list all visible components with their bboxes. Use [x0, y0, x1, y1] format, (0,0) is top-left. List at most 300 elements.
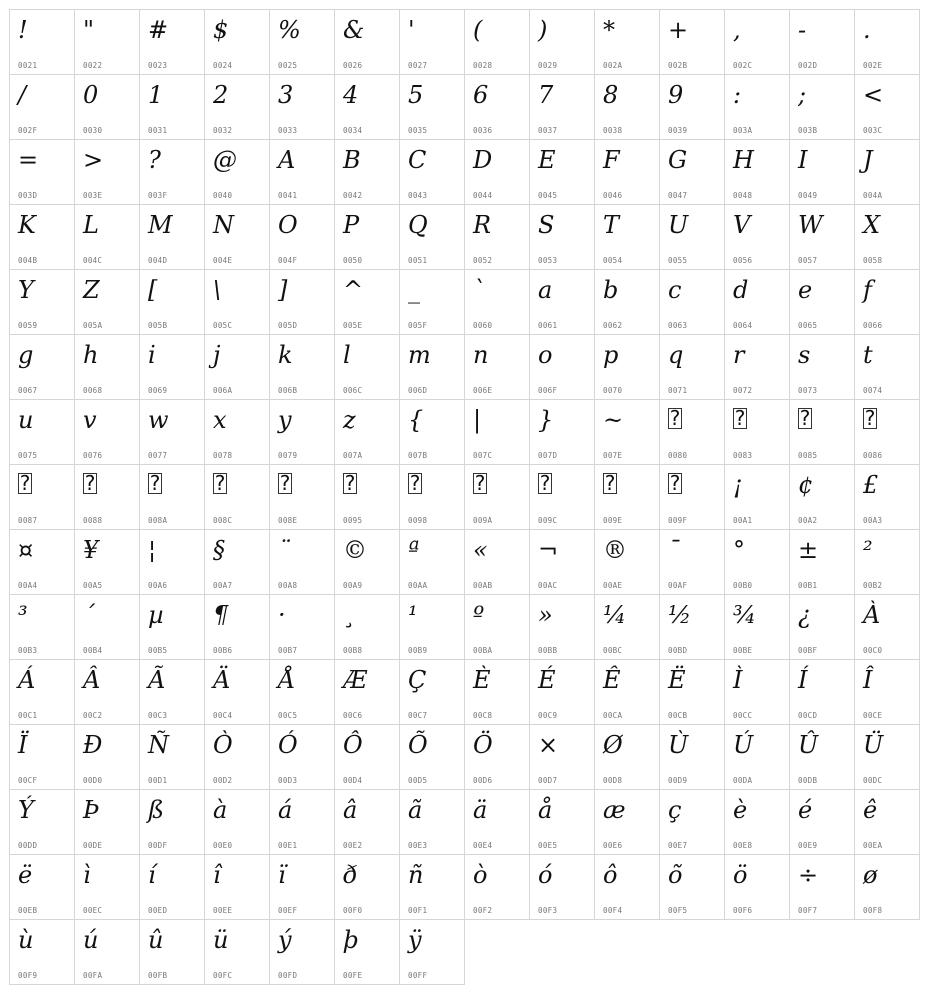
glyph-cell	[139, 399, 205, 465]
codepoint-label: 00E2	[343, 841, 363, 850]
glyph-char: á	[278, 796, 293, 824]
codepoint-label: 007C	[473, 451, 493, 460]
glyph-cell	[464, 789, 530, 855]
glyph-char: ¡	[733, 471, 743, 499]
glyph-cell	[724, 9, 790, 75]
glyph-char: Ä	[213, 666, 231, 694]
glyph-cell	[854, 204, 920, 270]
glyph-cell	[74, 659, 140, 725]
codepoint-label: 009A	[473, 516, 493, 525]
glyph-char: ©	[343, 536, 367, 564]
glyph-cell	[139, 854, 205, 920]
glyph-char: ®	[603, 536, 627, 564]
glyph-char: ù	[18, 926, 34, 954]
glyph-char: ë	[18, 861, 33, 889]
codepoint-label: 0078	[213, 451, 233, 460]
glyph-cell	[74, 919, 140, 985]
codepoint-label: 0041	[278, 191, 298, 200]
glyph-cell	[139, 529, 205, 595]
glyph-cell	[594, 594, 660, 660]
codepoint-label: 00F1	[408, 906, 428, 915]
glyph-cell	[74, 464, 140, 530]
glyph-char: º	[473, 601, 485, 629]
codepoint-label: 0098	[408, 516, 428, 525]
glyph-char: |	[473, 406, 482, 434]
codepoint-label: 0085	[798, 451, 818, 460]
glyph-cell	[854, 724, 920, 790]
glyph-cell	[464, 529, 530, 595]
codepoint-label: 0034	[343, 126, 363, 135]
glyph-cell	[594, 204, 660, 270]
codepoint-label: 00DD	[18, 841, 38, 850]
glyph-char: Û	[798, 731, 819, 759]
codepoint-label: 0079	[278, 451, 298, 460]
glyph-char: 9	[668, 81, 684, 109]
glyph-char: k	[278, 341, 293, 369]
codepoint-label: 0047	[668, 191, 688, 200]
glyph-char: ¯	[668, 536, 680, 564]
glyph-cell	[204, 139, 270, 205]
codepoint-label: 00B0	[733, 581, 753, 590]
glyph-char: 0	[83, 81, 99, 109]
missing-glyph-box: ?	[669, 406, 681, 430]
glyph-char: ;	[798, 81, 807, 109]
glyph-cell	[204, 464, 270, 530]
codepoint-label: 00BB	[538, 646, 558, 655]
glyph-cell	[204, 789, 270, 855]
glyph-char: @	[213, 146, 237, 174]
glyph-cell	[529, 529, 595, 595]
codepoint-label: 00FC	[213, 971, 233, 980]
codepoint-label: 0052	[473, 256, 493, 265]
codepoint-label: 0071	[668, 386, 688, 395]
glyph-cell	[789, 724, 855, 790]
codepoint-label: 0067	[18, 386, 38, 395]
glyph-char: H	[733, 146, 754, 174]
glyph-char: <	[863, 81, 884, 109]
codepoint-label: 00D2	[213, 776, 233, 785]
codepoint-label: 003B	[798, 126, 818, 135]
glyph-cell	[464, 594, 530, 660]
glyph-cell	[269, 789, 335, 855]
glyph-char: C	[408, 146, 427, 174]
glyph-cell	[659, 74, 725, 140]
glyph-cell	[204, 529, 270, 595]
glyph-cell	[789, 334, 855, 400]
codepoint-label: 0080	[668, 451, 688, 460]
codepoint-label: 0037	[538, 126, 558, 135]
codepoint-label: 00B7	[278, 646, 298, 655]
glyph-cell	[464, 9, 530, 75]
glyph-char: r	[733, 341, 745, 369]
glyph-char: ,	[733, 16, 741, 44]
codepoint-label: 00C2	[83, 711, 103, 720]
glyph-char: Ñ	[148, 731, 169, 759]
glyph-char: Ô	[343, 731, 363, 759]
codepoint-label: 00E9	[798, 841, 818, 850]
glyph-char: "	[83, 16, 95, 44]
glyph-cell	[724, 854, 790, 920]
codepoint-label: 00F0	[343, 906, 363, 915]
glyph-char: M	[148, 211, 173, 239]
glyph-cell	[529, 594, 595, 660]
glyph-char: ª	[408, 536, 420, 564]
codepoint-label: 0087	[18, 516, 38, 525]
glyph-cell	[854, 399, 920, 465]
codepoint-label: 00E8	[733, 841, 753, 850]
codepoint-label: 0032	[213, 126, 233, 135]
glyph-char: J	[863, 146, 873, 174]
codepoint-label: 0073	[798, 386, 818, 395]
missing-glyph-box: ?	[539, 471, 551, 495]
codepoint-label: 00ED	[148, 906, 168, 915]
glyph-cell	[529, 464, 595, 530]
glyph-char: '	[408, 16, 415, 44]
glyph-char: K	[18, 211, 36, 239]
glyph-char: ä	[473, 796, 488, 824]
glyph-cell	[854, 464, 920, 530]
glyph-cell	[334, 594, 400, 660]
glyph-char: /	[18, 81, 27, 109]
glyph-cell	[399, 594, 465, 660]
glyph-cell	[464, 464, 530, 530]
glyph-char: ¨	[278, 536, 290, 564]
glyph-cell	[334, 529, 400, 595]
codepoint-label: 00C5	[278, 711, 298, 720]
codepoint-label: 00A9	[343, 581, 363, 590]
glyph-cell	[139, 789, 205, 855]
glyph-char: I	[798, 146, 808, 174]
glyph-char: ÿ	[408, 926, 422, 954]
glyph-char: N	[213, 211, 234, 239]
codepoint-label: 00F2	[473, 906, 493, 915]
glyph-char: Ù	[668, 731, 689, 759]
glyph-char: 5	[408, 81, 424, 109]
glyph-cell	[9, 854, 75, 920]
glyph-char: }	[538, 406, 554, 434]
codepoint-label: 003A	[733, 126, 753, 135]
glyph-cell	[269, 529, 335, 595]
glyph-char: È	[473, 666, 491, 694]
codepoint-label: 00AA	[408, 581, 428, 590]
codepoint-label: 00CE	[863, 711, 883, 720]
glyph-cell	[854, 789, 920, 855]
glyph-char: ±	[798, 536, 819, 564]
glyph-cell	[334, 269, 400, 335]
glyph-cell	[464, 724, 530, 790]
codepoint-label: 00CB	[668, 711, 688, 720]
glyph-char: Þ	[83, 796, 100, 824]
glyph-char: :	[733, 81, 742, 109]
glyph-char: ê	[863, 796, 878, 824]
glyph-char: ¬	[538, 536, 559, 564]
glyph-cell	[594, 269, 660, 335]
codepoint-label: 0051	[408, 256, 428, 265]
glyph-char: Ý	[18, 796, 34, 824]
codepoint-label: 0045	[538, 191, 558, 200]
codepoint-label: 00F5	[668, 906, 688, 915]
glyph-char: !	[18, 16, 28, 44]
glyph-cell	[529, 334, 595, 400]
glyph-char: ¹	[408, 601, 418, 629]
glyph-cell	[529, 74, 595, 140]
glyph-char: %	[278, 16, 301, 44]
glyph-cell	[269, 9, 335, 75]
codepoint-label: 00DF	[148, 841, 168, 850]
codepoint-label: 0043	[408, 191, 428, 200]
glyph-cell	[594, 334, 660, 400]
glyph-cell	[74, 334, 140, 400]
codepoint-label: 00E0	[213, 841, 233, 850]
glyph-cell	[269, 269, 335, 335]
codepoint-label: 0026	[343, 61, 363, 70]
glyph-cell	[269, 659, 335, 725]
glyph-char: ~	[603, 406, 624, 434]
glyph-cell	[399, 139, 465, 205]
glyph-char: `	[473, 276, 485, 304]
glyph-char: u	[18, 406, 34, 434]
codepoint-label: 006F	[538, 386, 558, 395]
glyph-char: p	[603, 341, 619, 369]
glyph-cell	[724, 724, 790, 790]
glyph-cell	[724, 204, 790, 270]
glyph-char: ½	[668, 601, 692, 629]
missing-glyph-box: ?	[409, 471, 421, 495]
glyph-cell	[269, 594, 335, 660]
glyph-char: Ç	[408, 666, 427, 694]
codepoint-label: 00B3	[18, 646, 38, 655]
glyph-char: è	[733, 796, 748, 824]
glyph-cell	[789, 789, 855, 855]
glyph-char: \	[213, 276, 222, 304]
glyph-char: î	[213, 861, 221, 889]
glyph-char: y	[278, 406, 292, 434]
codepoint-label: 00F4	[603, 906, 623, 915]
codepoint-label: 002C	[733, 61, 753, 70]
missing-glyph-box: ?	[19, 471, 31, 495]
missing-glyph-box: ?	[734, 406, 746, 430]
glyph-cell	[334, 139, 400, 205]
codepoint-label: 00A6	[148, 581, 168, 590]
glyph-cell	[659, 659, 725, 725]
glyph-cell	[139, 724, 205, 790]
glyph-cell	[464, 269, 530, 335]
glyph-cell	[74, 399, 140, 465]
codepoint-label: 00AE	[603, 581, 623, 590]
codepoint-label: 00A4	[18, 581, 38, 590]
glyph-char: O	[278, 211, 298, 239]
glyph-cell	[399, 919, 465, 985]
glyph-char: ²	[863, 536, 873, 564]
codepoint-label: 0038	[603, 126, 623, 135]
codepoint-label: 0025	[278, 61, 298, 70]
glyph-char: z	[343, 406, 356, 434]
codepoint-label: 006C	[343, 386, 363, 395]
codepoint-label: 002E	[863, 61, 883, 70]
glyph-char: [	[148, 276, 158, 304]
glyph-cell	[269, 74, 335, 140]
glyph-cell	[399, 334, 465, 400]
glyph-char: f	[863, 276, 872, 304]
codepoint-label: 00DE	[83, 841, 103, 850]
glyph-cell	[724, 659, 790, 725]
glyph-cell	[594, 9, 660, 75]
glyph-char: {	[408, 406, 424, 434]
glyph-char: Î	[863, 666, 873, 694]
codepoint-label: 0049	[798, 191, 818, 200]
glyph-cell	[854, 854, 920, 920]
codepoint-label: 002D	[798, 61, 818, 70]
glyph-cell	[399, 659, 465, 725]
glyph-char: Ö	[473, 731, 493, 759]
codepoint-label: 0070	[603, 386, 623, 395]
glyph-cell	[139, 464, 205, 530]
glyph-char: ¸	[343, 601, 355, 629]
glyph-cell	[204, 269, 270, 335]
codepoint-label: 00BA	[473, 646, 493, 655]
glyph-cell	[854, 139, 920, 205]
glyph-char: Ï	[18, 731, 28, 759]
glyph-cell	[659, 334, 725, 400]
codepoint-label: 006B	[278, 386, 298, 395]
glyph-cell	[334, 9, 400, 75]
codepoint-label: 0057	[798, 256, 818, 265]
glyph-char: ð	[343, 861, 358, 889]
glyph-cell	[789, 464, 855, 530]
codepoint-label: 0059	[18, 321, 38, 330]
codepoint-label: 0028	[473, 61, 493, 70]
glyph-cell	[529, 139, 595, 205]
glyph-cell	[269, 464, 335, 530]
glyph-cell	[724, 334, 790, 400]
glyph-char: 3	[278, 81, 294, 109]
glyph-char: ¼	[603, 601, 627, 629]
codepoint-label: 00A5	[83, 581, 103, 590]
codepoint-label: 004A	[863, 191, 883, 200]
glyph-cell	[9, 9, 75, 75]
glyph-char: Æ	[343, 666, 368, 694]
codepoint-label: 00D0	[83, 776, 103, 785]
glyph-char: t	[863, 341, 873, 369]
glyph-char: ý	[278, 926, 292, 954]
glyph-char: _	[408, 276, 420, 304]
glyph-cell	[659, 594, 725, 660]
glyph-char: Â	[83, 666, 101, 694]
codepoint-label: 00CC	[733, 711, 753, 720]
glyph-cell	[659, 724, 725, 790]
codepoint-label: 00A1	[733, 516, 753, 525]
codepoint-label: 00F6	[733, 906, 753, 915]
glyph-cell	[399, 204, 465, 270]
codepoint-label: 00A8	[278, 581, 298, 590]
glyph-char: D	[473, 146, 493, 174]
glyph-char: V	[733, 211, 751, 239]
glyph-cell	[204, 854, 270, 920]
glyph-cell	[204, 74, 270, 140]
glyph-char: É	[538, 666, 556, 694]
glyph-char: E	[538, 146, 556, 174]
glyph-cell	[789, 854, 855, 920]
glyph-cell	[854, 594, 920, 660]
glyph-cell	[789, 659, 855, 725]
codepoint-label: 00DA	[733, 776, 753, 785]
codepoint-label: 009C	[538, 516, 558, 525]
glyph-cell	[9, 659, 75, 725]
glyph-cell	[529, 399, 595, 465]
glyph-cell	[9, 789, 75, 855]
glyph-cell	[594, 464, 660, 530]
codepoint-label: 0086	[863, 451, 883, 460]
glyph-cell	[399, 9, 465, 75]
glyph-char: õ	[668, 861, 683, 889]
glyph-cell	[204, 204, 270, 270]
glyph-char: Q	[408, 211, 428, 239]
missing-glyph-box: ?	[474, 471, 486, 495]
glyph-char: 2	[213, 81, 229, 109]
glyph-char: W	[798, 211, 823, 239]
codepoint-label: 00EC	[83, 906, 103, 915]
glyph-char: &	[343, 16, 365, 44]
codepoint-label: 00A7	[213, 581, 233, 590]
glyph-char: í	[148, 861, 156, 889]
glyph-char: w	[148, 406, 169, 434]
glyph-cell	[399, 854, 465, 920]
glyph-cell	[9, 529, 75, 595]
codepoint-label: 00DB	[798, 776, 818, 785]
glyph-cell	[659, 204, 725, 270]
glyph-cell	[139, 269, 205, 335]
codepoint-label: 00EF	[278, 906, 298, 915]
codepoint-label: 0064	[733, 321, 753, 330]
glyph-cell	[399, 269, 465, 335]
codepoint-label: 0046	[603, 191, 623, 200]
codepoint-label: 00F3	[538, 906, 558, 915]
codepoint-label: 003D	[18, 191, 38, 200]
codepoint-label: 008C	[213, 516, 233, 525]
codepoint-label: 00C9	[538, 711, 558, 720]
glyph-cell	[9, 334, 75, 400]
glyph-char: °	[733, 536, 745, 564]
glyph-cell	[789, 204, 855, 270]
glyph-char: S	[538, 211, 555, 239]
glyph-char: (	[473, 16, 483, 44]
glyph-char: *	[603, 16, 615, 44]
glyph-char: s	[798, 341, 811, 369]
codepoint-label: 0061	[538, 321, 558, 330]
glyph-char: ú	[83, 926, 99, 954]
glyph-char: Å	[278, 666, 296, 694]
glyph-cell	[659, 269, 725, 335]
codepoint-label: 00D3	[278, 776, 298, 785]
missing-glyph-box: ?	[84, 471, 96, 495]
glyph-char: Ú	[733, 731, 754, 759]
glyph-char: U	[668, 211, 689, 239]
codepoint-label: 0058	[863, 256, 883, 265]
codepoint-label: 00B4	[83, 646, 103, 655]
codepoint-label: 00E3	[408, 841, 428, 850]
codepoint-label: 005C	[213, 321, 233, 330]
codepoint-label: 004F	[278, 256, 298, 265]
missing-glyph-box: ?	[669, 471, 681, 495]
glyph-char: ^	[343, 276, 364, 304]
glyph-cell	[659, 854, 725, 920]
codepoint-label: 006E	[473, 386, 493, 395]
glyph-cell	[789, 74, 855, 140]
glyph-char: ¢	[798, 471, 814, 499]
glyph-cell	[724, 269, 790, 335]
glyph-char: q	[668, 341, 684, 369]
codepoint-label: 00BC	[603, 646, 623, 655]
